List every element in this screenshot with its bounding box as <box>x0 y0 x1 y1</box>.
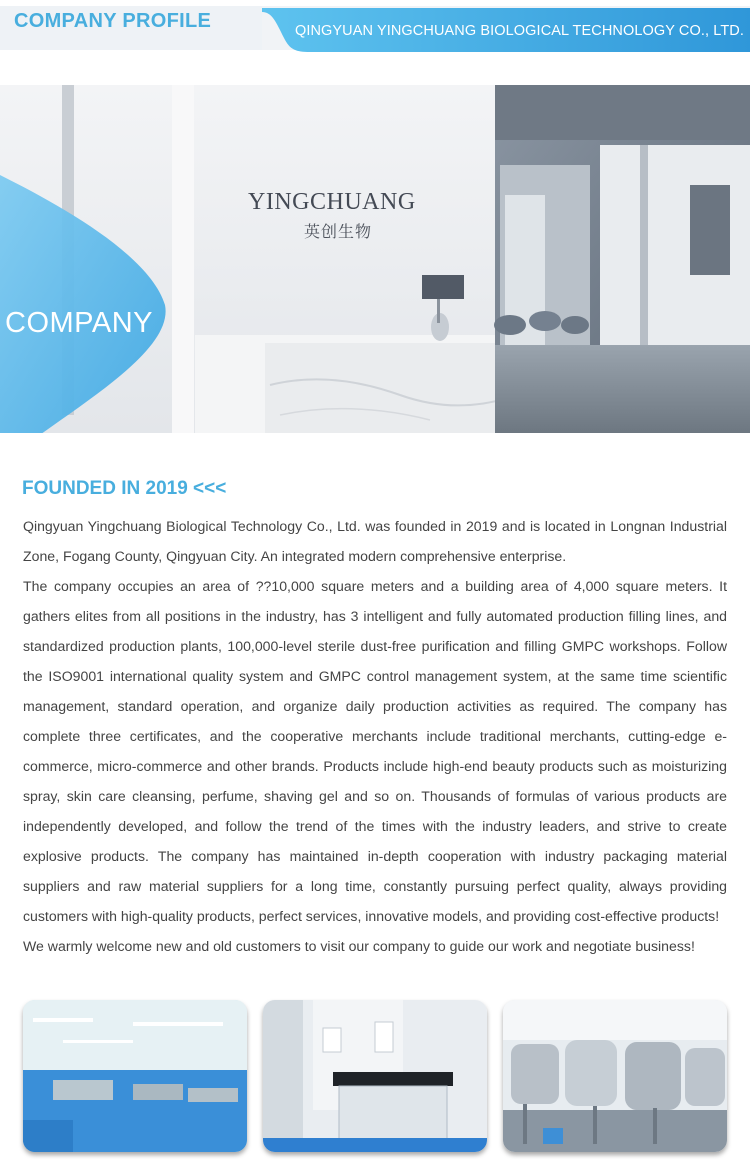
paragraph-details: The company occupies an area of ??10,000 square meters and a building area of 4,000 square meters. It gathers elites from all positions in the industry, has 3 intelligent and fully automated production filling lines, and standardized production plants, 100,000-level sterile dust-free purification and filling GMPC workshops. Follow the ISO9001 international quality system and GMPC control management system, at the same time scientific management, standard operation, and organize daily production activities as required. The company has complete three certificates, and the cooperative merchants include traditional merchants, cutting-edge e-commerce, micro-commerce and other brands. Products include high-end beauty products such as moisturizing spray, skin care cleansing, perfume, shaving gel and so on. Thousands of formulas of various products are independently developed, and follow the trend of the times with the industry leaders, and strive to create explosive products. The company has maintained in-depth cooperation with industry packaging material suppliers and raw material suppliers for a long time, constantly pursuing perfect quality, always providing customers with high-quality products, perfect services, innovative models, and providing cost-effective products! <box>23 578 727 924</box>
brand-logo-chinese: 英创生物 <box>304 224 373 241</box>
hero-image <box>0 85 750 433</box>
photo-washroom <box>263 1000 487 1152</box>
header-title: COMPANY PROFILE <box>14 10 212 32</box>
header-banner <box>0 0 750 58</box>
paragraph-welcome: We warmly welcome new and old customers to visit our company to guide our work and negotiate business! <box>23 938 695 954</box>
tanks-photo-image <box>503 1000 727 1152</box>
paragraph-intro: Qingyuan Yingchuang Biological Technology Co., Ltd. was founded in 2019 and is located in Longnan Industrial Zone, Fogang County, Qingyuan City. An integrated modern comprehensive enterprise. <box>23 518 727 564</box>
washroom-photo-image <box>263 1000 487 1152</box>
office-lobby-illustration <box>0 85 750 433</box>
hero-overlay-title: COMPANY <box>5 307 153 339</box>
photo-production-tanks <box>503 1000 727 1152</box>
company-name-banner: QINGYUAN YINGCHUANG BIOLOGICAL TECHNOLOGY CO., LTD. <box>294 23 744 39</box>
section-title: FOUNDED IN 2019 <<< <box>22 478 227 499</box>
company-description <box>23 511 727 961</box>
workshop-photo-image <box>23 1000 247 1152</box>
brand-logo-text: YINGCHUANG <box>248 189 416 215</box>
photo-clean-workshop <box>23 1000 247 1152</box>
